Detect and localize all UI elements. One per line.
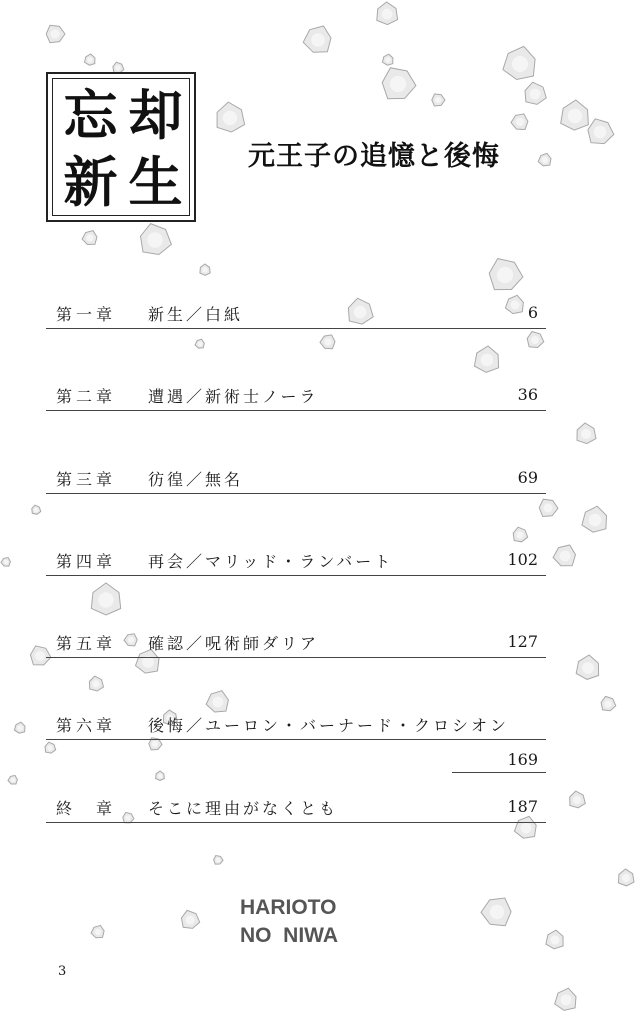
chapter-page: 187 bbox=[507, 797, 538, 816]
toc-row-7[interactable] bbox=[46, 792, 546, 823]
chapter-page: 169 bbox=[507, 750, 538, 769]
chapter-number: 第一章 bbox=[56, 305, 117, 324]
chapter-number: 第二章 bbox=[56, 387, 117, 406]
toc-row-6[interactable] bbox=[46, 709, 546, 740]
crystal-highlight bbox=[34, 508, 39, 513]
chapter-number: 終 章 bbox=[56, 799, 117, 818]
chapter-number: 第四章 bbox=[56, 552, 117, 571]
chapter-page: 102 bbox=[507, 550, 538, 569]
crystal-highlight bbox=[551, 936, 560, 945]
toc-row-3[interactable] bbox=[46, 463, 546, 494]
crystal-highlight bbox=[530, 89, 541, 100]
logo-char-4: 生 bbox=[128, 150, 183, 214]
publisher-credit: HARIOTO NO NIWA bbox=[240, 896, 338, 947]
crystal-highlight bbox=[17, 725, 22, 730]
crystal-highlight bbox=[11, 778, 16, 783]
crystal-highlight bbox=[573, 796, 581, 804]
chapter-page: 36 bbox=[517, 385, 538, 404]
crystal-highlight bbox=[202, 267, 207, 272]
toc-row-5[interactable] bbox=[46, 627, 546, 658]
crystal-highlight bbox=[516, 118, 524, 126]
chapter-page: 6 bbox=[527, 303, 538, 322]
logo-char-1: 忘 bbox=[63, 83, 118, 147]
crystal-highlight bbox=[481, 354, 494, 367]
chapter-6-page-line[interactable] bbox=[452, 748, 546, 773]
crystal-highlight bbox=[98, 592, 113, 607]
crystal-highlight bbox=[542, 157, 548, 163]
crystal-highlight bbox=[568, 109, 582, 123]
crystal-highlight bbox=[594, 126, 607, 139]
crystal-highlight bbox=[560, 551, 571, 562]
crystal-highlight bbox=[497, 267, 513, 283]
chapter-title: 新生／白紙 bbox=[148, 305, 244, 324]
crystal-highlight bbox=[622, 874, 630, 882]
toc-row-1[interactable] bbox=[46, 298, 546, 329]
toc-row-4[interactable] bbox=[46, 545, 546, 576]
logo-char-3: 新 bbox=[63, 150, 118, 214]
crystal-highlight bbox=[223, 111, 237, 125]
title-logo bbox=[46, 72, 196, 222]
crystal-highlight bbox=[544, 504, 553, 513]
crystal-highlight bbox=[47, 745, 52, 750]
crystal-highlight bbox=[516, 531, 523, 538]
logo-char-2: 却 bbox=[128, 83, 183, 147]
page-number: 3 bbox=[58, 964, 67, 979]
chapter-title: 遭遇／新術士ノーラ bbox=[148, 387, 319, 406]
crystal-highlight bbox=[95, 929, 101, 935]
crystal-highlight bbox=[589, 514, 602, 527]
crystal-highlight bbox=[324, 338, 331, 345]
crystal-highlight bbox=[382, 9, 393, 20]
chapter-number: 第三章 bbox=[56, 470, 117, 489]
crystal-highlight bbox=[604, 700, 611, 707]
crystal-highlight bbox=[115, 65, 120, 70]
crystal-highlight bbox=[385, 57, 390, 62]
toc-row-2[interactable] bbox=[46, 380, 546, 411]
crystal-highlight bbox=[87, 57, 92, 62]
chapter-title: 後悔／ユーロン・バーナード・クロシオン bbox=[148, 716, 510, 735]
crystal-highlight bbox=[4, 560, 9, 565]
crystal-highlight bbox=[35, 651, 45, 661]
chapter-title: 再会／マリッド・ランバート bbox=[148, 552, 394, 571]
crystal-highlight bbox=[152, 741, 158, 747]
crystal-highlight bbox=[311, 33, 325, 47]
crystal-highlight bbox=[216, 858, 221, 863]
crystal-highlight bbox=[390, 76, 406, 92]
crystal-highlight bbox=[147, 232, 162, 247]
crystal-highlight bbox=[198, 342, 203, 347]
crystal-highlight bbox=[213, 697, 224, 708]
crystal-highlight bbox=[92, 680, 99, 687]
crystal-highlight bbox=[158, 774, 163, 779]
crystal-highlight bbox=[435, 97, 441, 103]
chapter-title: 確認／呪術師ダリア bbox=[148, 634, 320, 653]
crystal-highlight bbox=[582, 662, 594, 674]
crystal-highlight bbox=[561, 995, 572, 1006]
crystal-highlight bbox=[490, 905, 504, 919]
chapter-page: 69 bbox=[517, 468, 538, 487]
crystal-highlight bbox=[186, 916, 195, 925]
chapter-number: 第六章 bbox=[56, 716, 117, 735]
crystal-highlight bbox=[521, 823, 532, 834]
crystal-highlight bbox=[51, 30, 60, 39]
crystal-highlight bbox=[581, 429, 591, 439]
book-subtitle: 元王子の追憶と後悔 bbox=[248, 141, 500, 172]
chapter-title: そこに理由がなくとも bbox=[148, 799, 339, 818]
chapter-number: 第五章 bbox=[56, 634, 117, 653]
crystal-highlight bbox=[86, 234, 93, 241]
chapter-title: 彷徨／無名 bbox=[148, 470, 244, 489]
chapter-page: 127 bbox=[507, 632, 538, 651]
crystal-highlight bbox=[512, 56, 528, 72]
crystal-highlight bbox=[531, 336, 539, 344]
